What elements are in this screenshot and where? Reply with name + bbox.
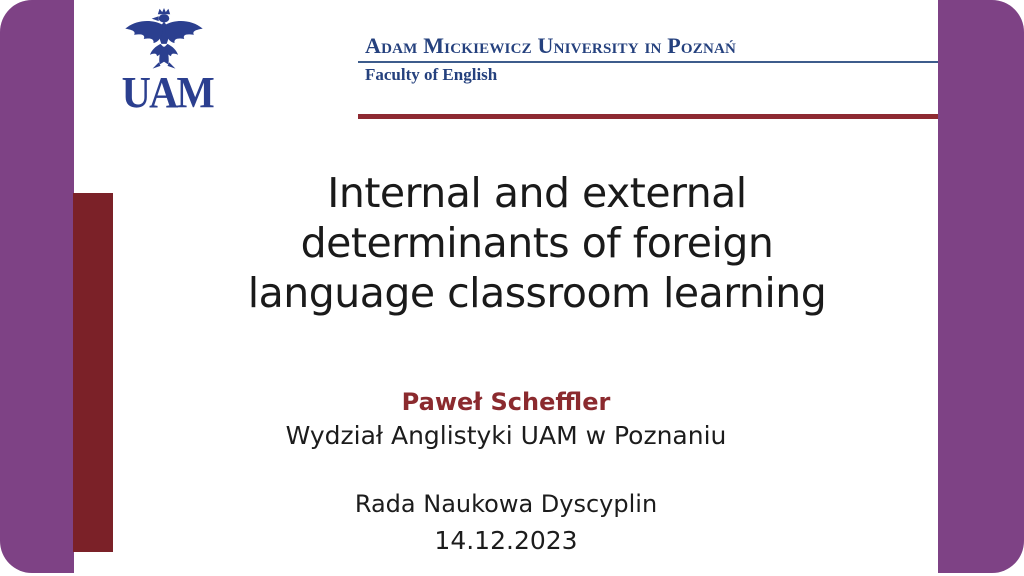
uam-logo bbox=[118, 8, 213, 124]
title-line-3: language classroom learning bbox=[247, 269, 827, 317]
speaker-name: Paweł Scheffler bbox=[401, 388, 611, 416]
title-line-1: Internal and external bbox=[327, 169, 747, 217]
event-name: Rada Naukowa Dyscyplin bbox=[354, 490, 658, 518]
faculty-name: Faculty of English bbox=[365, 65, 498, 84]
header-navy-rule bbox=[358, 61, 938, 63]
title-line-2: determinants of foreign bbox=[300, 219, 774, 267]
header-red-rule bbox=[358, 114, 938, 119]
slide-title bbox=[137, 168, 937, 318]
event-date: 14.12.2023 bbox=[434, 526, 578, 555]
uam-eagle-icon bbox=[118, 8, 210, 70]
speaker-affiliation: Wydział Anglistyki UAM w Poznaniu bbox=[285, 421, 727, 450]
university-name: Adam Mickiewicz University in Poznań bbox=[365, 33, 737, 58]
uam-logo-text: UAM bbox=[121, 68, 213, 117]
